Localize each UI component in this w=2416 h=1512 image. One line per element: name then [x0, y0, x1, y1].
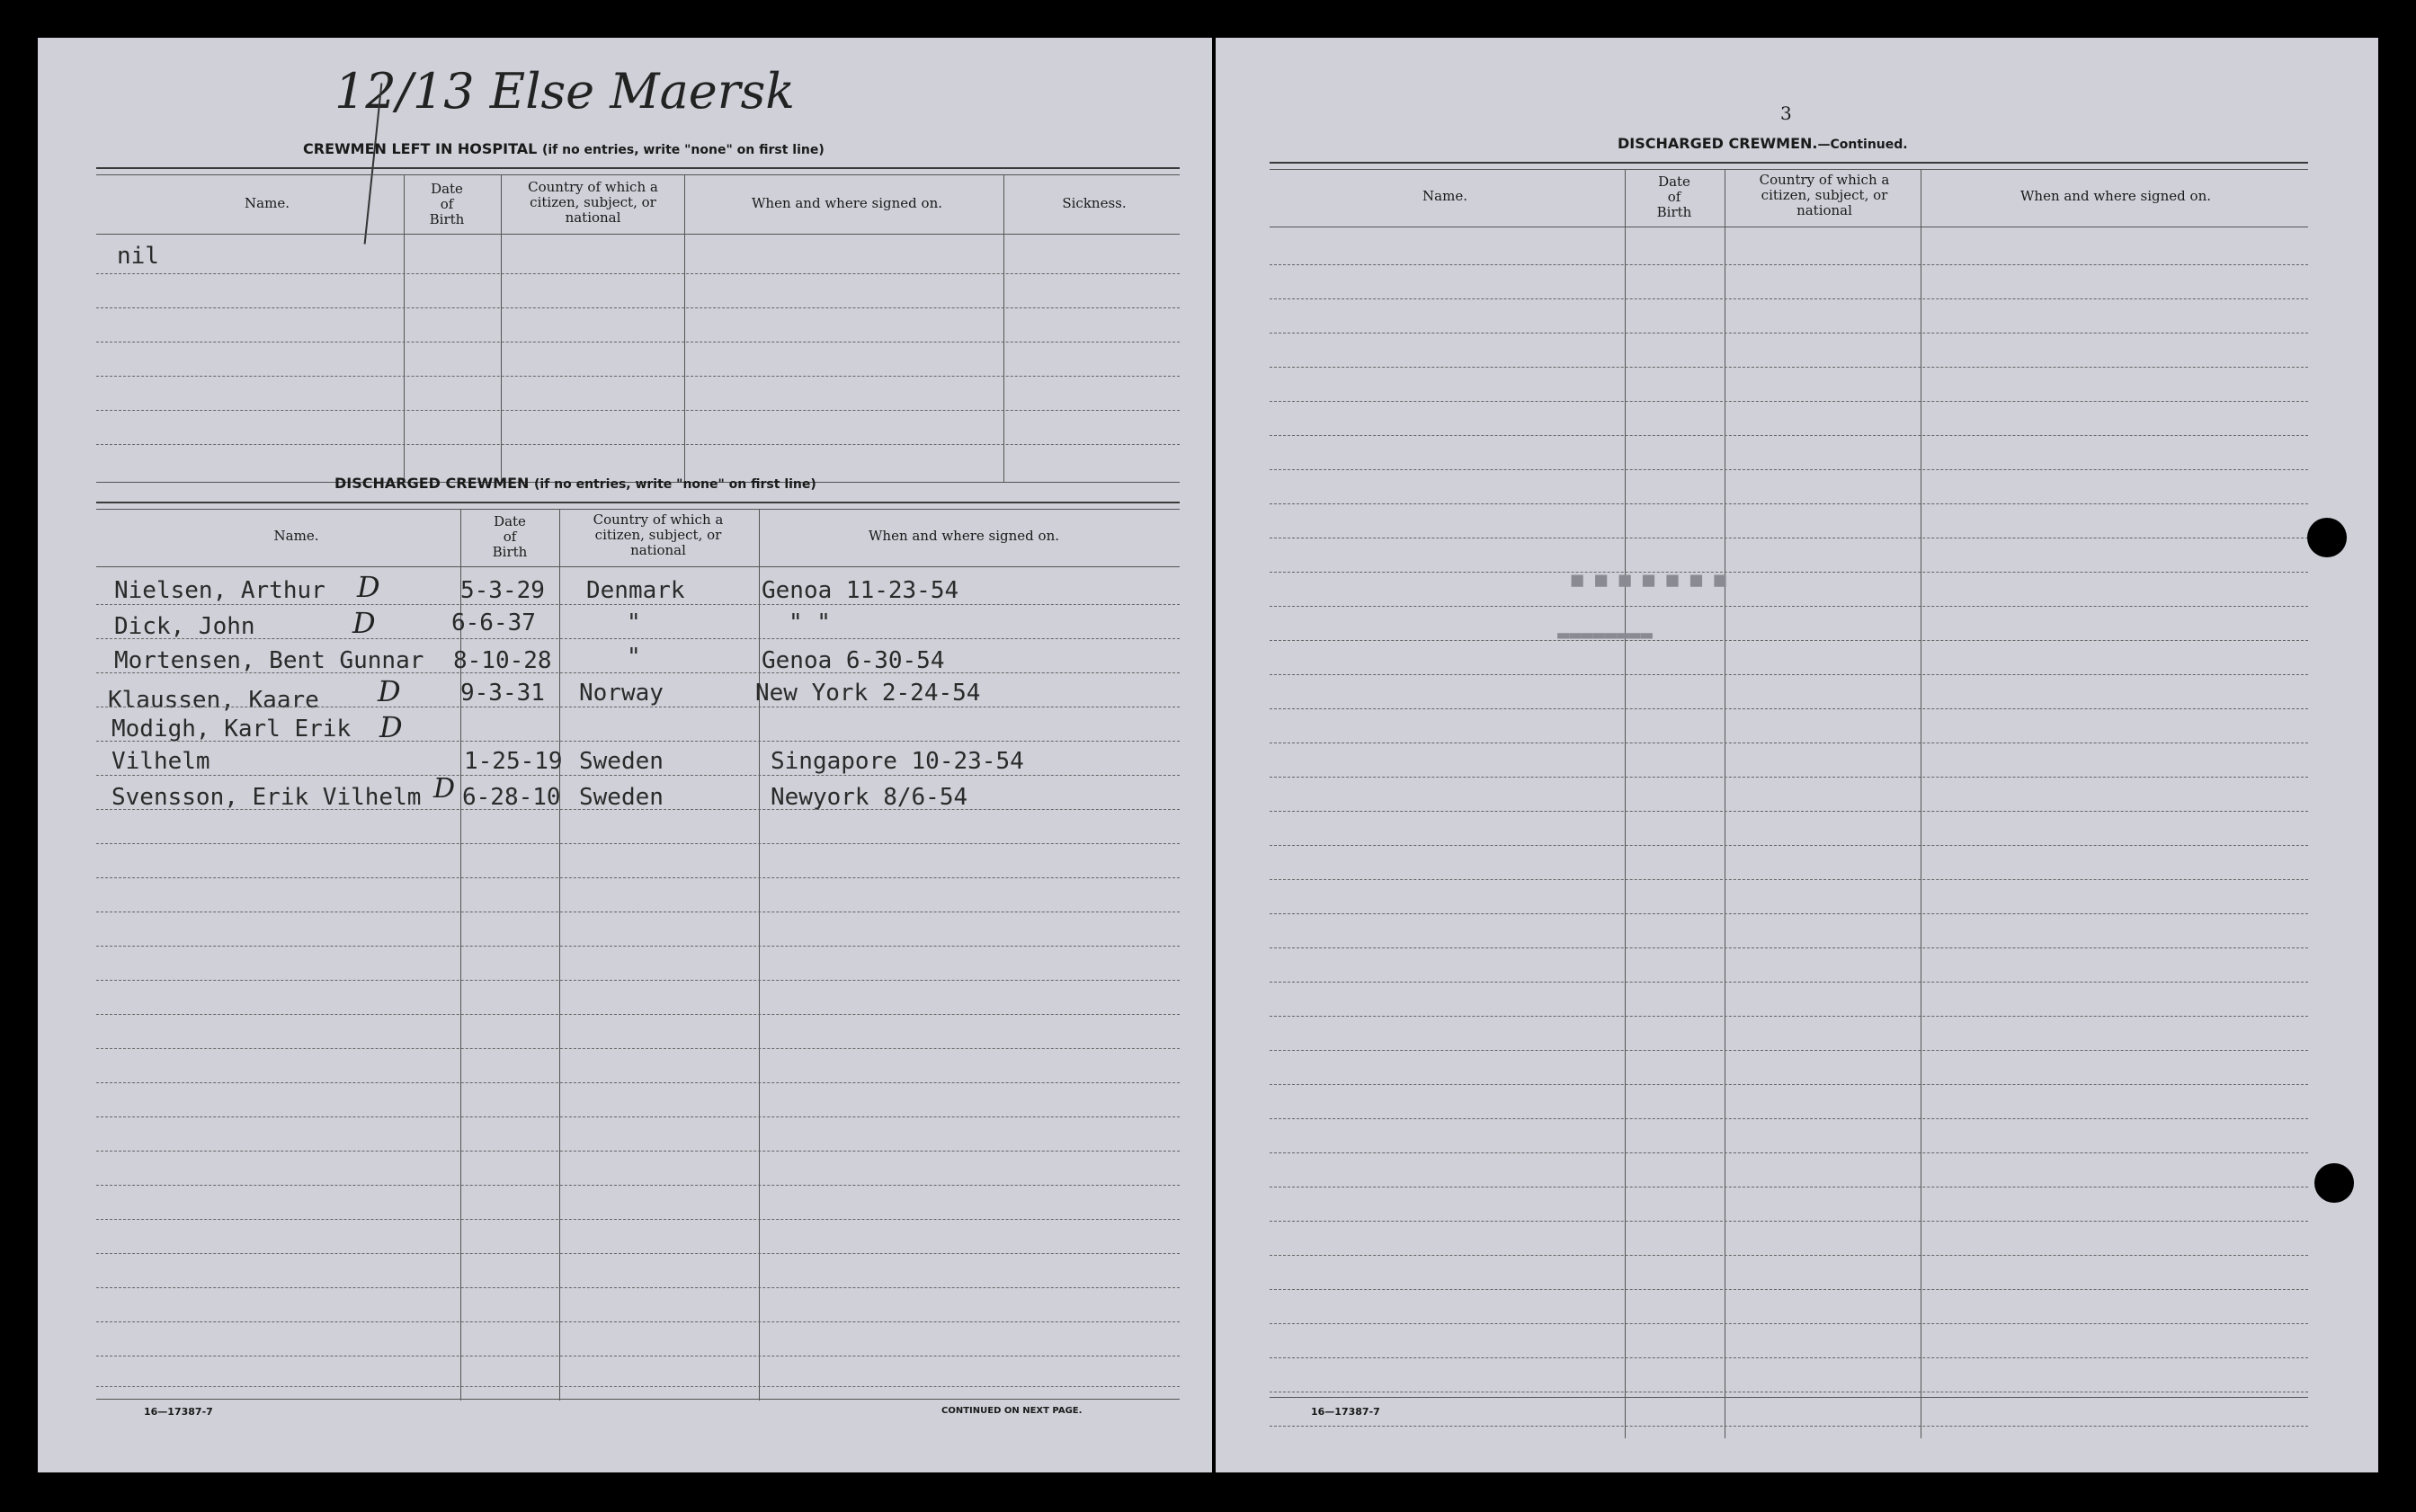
- dotted-line: [1270, 333, 2308, 334]
- col-header-name: Name.: [1422, 188, 1467, 204]
- dotted-line: [96, 1116, 1180, 1117]
- dotted-line: [1270, 1084, 2308, 1085]
- handwritten-annotation: 12/13 Else Maersk: [334, 63, 795, 120]
- col-divider: [404, 174, 405, 482]
- crew-dob: 5-3-29: [460, 577, 545, 604]
- crew-dob: 6-6-37: [451, 609, 536, 636]
- left-page: [38, 38, 1212, 1472]
- header-underline: [96, 566, 1180, 567]
- form-number: 16—17387-7: [144, 1406, 213, 1418]
- dotted-line: [96, 946, 1180, 947]
- col-divider: [1625, 169, 1626, 1438]
- col-header-name: Name.: [273, 528, 319, 544]
- crew-signed: Genoa 6-30-54: [762, 647, 945, 674]
- col-divider: [559, 509, 560, 1401]
- dotted-line: [1270, 1050, 2308, 1051]
- crew-country: Norway: [579, 680, 664, 707]
- col-divider: [460, 509, 461, 1401]
- faded-stamp-line: ▬▬▬▬▬▬▬▬: [1557, 624, 1653, 646]
- dotted-line: [1270, 1221, 2308, 1222]
- crew-name: Mortensen, Bent Gunnar: [114, 647, 424, 674]
- discharge-mark: D: [379, 710, 403, 744]
- dotted-line: [96, 1082, 1180, 1083]
- col-divider: [759, 509, 760, 1401]
- dotted-line: [1270, 606, 2308, 607]
- dotted-line: [96, 376, 1180, 377]
- dotted-line: [96, 1386, 1180, 1387]
- dotted-line: [96, 843, 1180, 844]
- discharge-mark: D: [357, 570, 380, 604]
- dotted-line: [96, 1287, 1180, 1288]
- divider: [96, 174, 1180, 175]
- form-number: 16—17387-7: [1311, 1406, 1380, 1418]
- dotted-line: [1270, 1289, 2308, 1290]
- crew-dob: 1-25-19: [464, 748, 563, 775]
- crew-country: ": [627, 609, 641, 636]
- crew-dob: 9-3-31: [460, 680, 545, 707]
- crew-name: Vilhelm: [111, 748, 210, 775]
- discharged-section-title: DISCHARGED CREWMEN (if no entries, write "none" on first line): [334, 475, 816, 492]
- discharge-mark: D: [378, 674, 401, 708]
- col-divider: [501, 174, 502, 482]
- dotted-line: [96, 809, 1180, 810]
- dotted-line: [96, 1219, 1180, 1220]
- crew-signed: Genoa 11-23-54: [762, 577, 959, 604]
- divider: [1270, 169, 2308, 170]
- crew-dob: 6-28-10: [462, 784, 561, 811]
- crew-dob: 8-10-28: [453, 647, 552, 674]
- crew-country: Denmark: [586, 577, 685, 604]
- dotted-line: [1270, 1255, 2308, 1256]
- col-header-signed: When and where signed on.: [751, 195, 942, 211]
- crew-country: ": [627, 644, 641, 671]
- dotted-line: [1270, 845, 2308, 846]
- dotted-line: [96, 1185, 1180, 1186]
- dotted-line: [1270, 1118, 2308, 1119]
- col-divider: [684, 174, 685, 482]
- crew-name: Dick, John: [114, 613, 255, 640]
- crew-signed: New York 2-24-54: [755, 680, 981, 707]
- dotted-line: [1270, 1016, 2308, 1017]
- dotted-line: [96, 273, 1180, 274]
- dotted-line: [1270, 401, 2308, 402]
- dotted-line: [96, 1048, 1180, 1049]
- discharge-mark: D: [433, 773, 456, 805]
- divider: [96, 509, 1180, 510]
- dotted-line: [1270, 367, 2308, 368]
- divider: [96, 1399, 1180, 1400]
- punch-hole: [2314, 1163, 2354, 1203]
- dotted-line: [1270, 503, 2308, 504]
- dotted-line: [96, 980, 1180, 981]
- dotted-line: [96, 672, 1180, 673]
- crew-name: Modigh, Karl Erik: [111, 716, 352, 743]
- divider: [96, 502, 1180, 503]
- punch-hole: [2307, 518, 2347, 557]
- dotted-line: [96, 1014, 1180, 1015]
- hospital-entry-name: nil: [117, 243, 159, 270]
- dotted-line: [96, 775, 1180, 776]
- dotted-line: [1270, 982, 2308, 983]
- dotted-line: [1270, 572, 2308, 573]
- dotted-line: [96, 1253, 1180, 1254]
- col-header-dob: Date of Birth: [492, 513, 528, 560]
- divider: [1270, 162, 2308, 164]
- crew-name: Nielsen, Arthur: [114, 577, 325, 604]
- page-number: 3: [1780, 102, 1792, 124]
- crew-name: Svensson, Erik Vilhelm: [111, 784, 422, 811]
- dotted-line: [96, 1151, 1180, 1152]
- dotted-line: [1270, 264, 2308, 265]
- col-header-sickness: Sickness.: [1062, 195, 1127, 211]
- crew-signed: Newyork 8/6-54: [771, 784, 968, 811]
- col-header-signed: When and where signed on.: [2019, 188, 2211, 204]
- dotted-line: [96, 638, 1180, 639]
- dotted-line: [1270, 435, 2308, 436]
- header-underline: [96, 234, 1180, 235]
- dotted-line: [96, 1321, 1180, 1322]
- col-header-country: Country of which a citizen, subject, or national: [1759, 172, 1890, 218]
- dotted-line: [1270, 777, 2308, 778]
- dotted-line: [96, 410, 1180, 411]
- dotted-line: [1270, 913, 2308, 914]
- dotted-line: [1270, 1426, 2308, 1427]
- crew-signed: Singapore 10-23-54: [771, 748, 1024, 775]
- dotted-line: [1270, 1323, 2308, 1324]
- dotted-line: [96, 307, 1180, 308]
- right-section-title: DISCHARGED CREWMEN.—Continued.: [1618, 135, 1908, 152]
- dotted-line: [1270, 469, 2308, 470]
- crew-signed: " ": [789, 609, 831, 636]
- dotted-line: [96, 444, 1180, 445]
- col-header-signed: When and where signed on.: [868, 528, 1059, 544]
- divider: [96, 167, 1180, 169]
- col-header-country: Country of which a citizen, subject, or national: [593, 511, 724, 558]
- dotted-line: [1270, 879, 2308, 880]
- dotted-line: [1270, 947, 2308, 948]
- continued-note: CONTINUED ON NEXT PAGE.: [941, 1406, 1083, 1416]
- col-header-name: Name.: [245, 195, 290, 211]
- col-header-country: Country of which a citizen, subject, or national: [528, 179, 658, 226]
- col-header-dob: Date of Birth: [1656, 173, 1692, 220]
- dotted-line: [96, 604, 1180, 605]
- faded-stamp: ▪▪▪▪▪▪▪: [1568, 561, 1735, 597]
- dotted-line: [1270, 674, 2308, 675]
- right-page: [1216, 38, 2378, 1472]
- hospital-section-title: CREWMEN LEFT IN HOSPITAL (if no entries, write "none" on first line): [303, 140, 825, 157]
- dotted-line: [1270, 708, 2308, 709]
- dotted-line: [96, 741, 1180, 742]
- dotted-line: [1270, 1357, 2308, 1358]
- dotted-line: [1270, 640, 2308, 641]
- divider: [1270, 1397, 2308, 1398]
- col-divider: [1003, 174, 1004, 482]
- crew-name: Klaussen, Kaare: [108, 687, 319, 714]
- dotted-line: [96, 877, 1180, 878]
- discharge-mark: D: [352, 606, 376, 640]
- dotted-line: [1270, 298, 2308, 299]
- crew-country: Sweden: [579, 748, 664, 775]
- dotted-line: [1270, 811, 2308, 812]
- crew-country: Sweden: [579, 784, 664, 811]
- dotted-line: [1270, 1152, 2308, 1153]
- col-header-dob: Date of Birth: [429, 181, 465, 227]
